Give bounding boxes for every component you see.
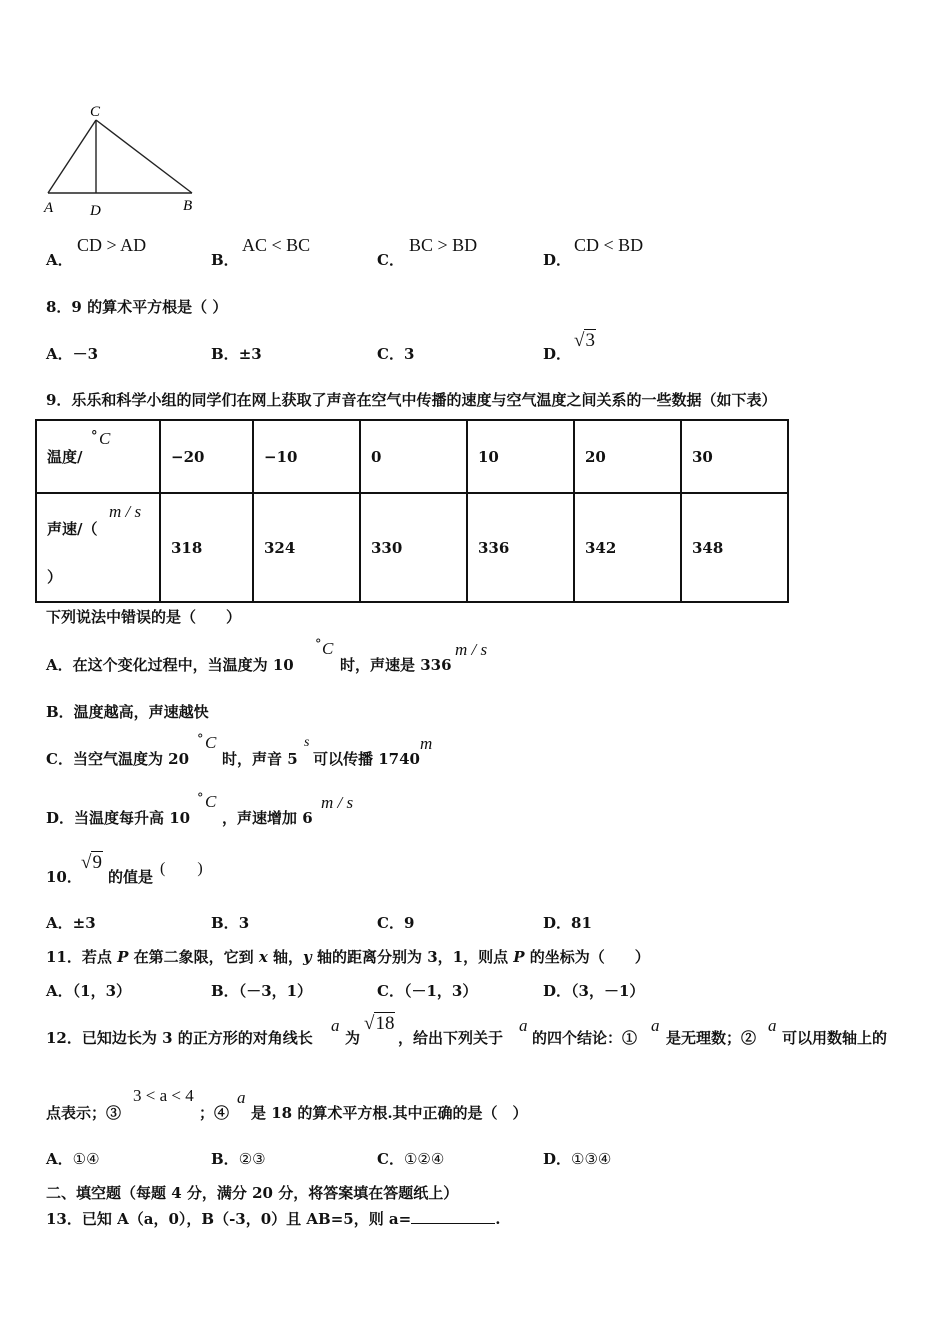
q12-option-c: C．①②④ — [377, 1150, 445, 1168]
q8-option-b: B．±3 — [211, 345, 262, 363]
table-cell: 20 — [574, 420, 681, 493]
row-label-temperature: 温度/ ° C — [36, 420, 160, 493]
q11-stem: 11．若点 P 在第二象限，它到 x 轴，y 轴的距离分别为 3，1，则点 P 的坐标为（ ） — [46, 948, 650, 966]
q7-option-b-letter: B． — [211, 251, 239, 269]
q7-option-a: CD > AD — [77, 235, 147, 255]
row-label-speed: 声速/（ m / s ） — [36, 493, 160, 602]
table-cell: 330 — [360, 493, 467, 602]
table-cell: 30 — [681, 420, 788, 493]
q7-option-d-letter: D． — [543, 251, 572, 269]
table-cell: 336 — [467, 493, 574, 602]
q11-option-d: D．（3，－1） — [543, 982, 645, 1000]
q11-option-c: C．（－1，3） — [377, 982, 478, 1000]
q12-option-a: A．①④ — [46, 1150, 100, 1168]
q8-option-a: A．－3 — [46, 345, 99, 363]
label-b: B — [183, 198, 193, 214]
table-cell: 0 — [360, 420, 467, 493]
table-cell: 348 — [681, 493, 788, 602]
answer-blank[interactable] — [411, 1209, 495, 1224]
label-c: C — [90, 104, 101, 120]
speed-table — [35, 419, 789, 603]
q9-option-b: B．温度越高，声速越快 — [46, 703, 209, 721]
segment-cb — [96, 120, 192, 193]
q11-option-a: A．（1，3） — [46, 982, 132, 1000]
label-a: A — [44, 200, 54, 216]
q7-option-c: BC > BD — [409, 235, 478, 255]
segment-ac — [48, 120, 96, 193]
table-row-speed — [36, 493, 788, 602]
table-cell: 324 — [253, 493, 360, 602]
q8-option-d-letter: D． — [543, 345, 572, 363]
q10-option-d: D．81 — [543, 914, 592, 932]
triangle-figure — [40, 100, 210, 220]
q8-option-c: C．3 — [377, 345, 415, 363]
table-cell: 342 — [574, 493, 681, 602]
q12-option-d: D．①③④ — [543, 1150, 612, 1168]
q13-stem: 13．已知 A（a，0），B（-3，0）且 AB=5，则 a= . — [46, 1210, 501, 1228]
q7-option-c-letter: C． — [377, 251, 404, 269]
label-d: D — [90, 203, 101, 219]
table-row-temperature — [36, 420, 788, 493]
q7-option-b: AC < BC — [242, 235, 311, 255]
table-cell: 318 — [160, 493, 253, 602]
q11-option-b: B．（－3，1） — [211, 982, 313, 1000]
q7-option-d: CD < BD — [574, 235, 644, 255]
q8-stem: 8．9 的算术平方根是（ ） — [46, 298, 228, 316]
q8-option-d-sqrt: √3 — [574, 330, 595, 351]
table-cell: −20 — [160, 420, 253, 493]
q9-stem: 9．乐乐和科学小组的同学们在网上获取了声音在空气中传播的速度与空气温度之间关系的一些数据（如下表） — [46, 391, 777, 409]
q10-option-c: C．9 — [377, 914, 415, 932]
table-cell: 10 — [467, 420, 574, 493]
q10-option-a: A．±3 — [46, 914, 96, 932]
section-title: 二、填空题（每题 4 分，满分 20 分，将答案填在答题纸上） — [46, 1184, 459, 1202]
q10-option-b: B．3 — [211, 914, 250, 932]
q7-option-a-letter: A． — [46, 251, 73, 269]
q9-prompt: 下列说法中错误的是（ ） — [46, 608, 242, 626]
q12-option-b: B．②③ — [211, 1150, 266, 1168]
table-cell: −10 — [253, 420, 360, 493]
